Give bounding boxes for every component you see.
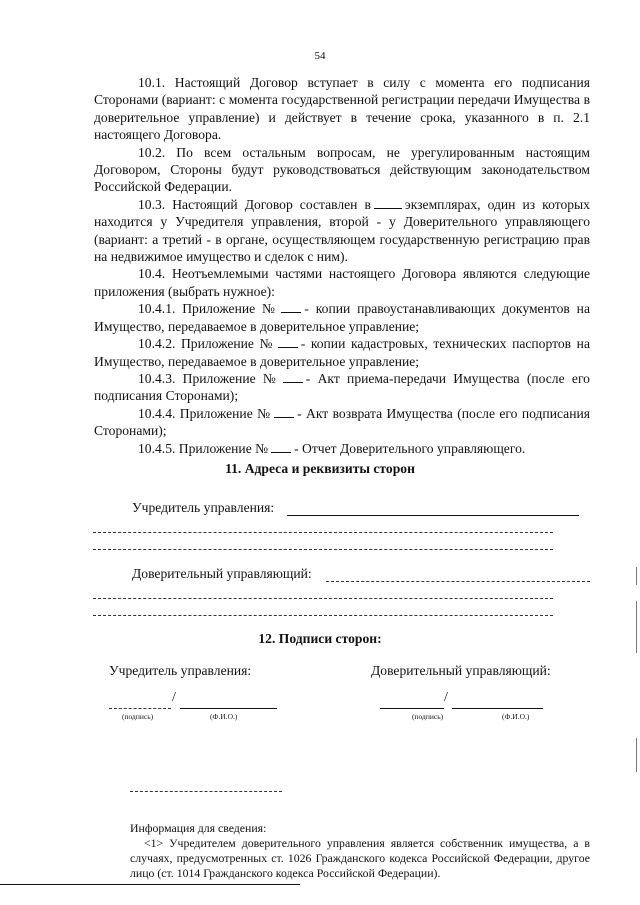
founder-slash: / (172, 690, 176, 705)
clause-10-3-rest: экземплярах, один из которых находится у Учредителя управления, второй - у Доверительного управляющего (вариант: а третий - в органе, осуществляющем государственную регистрацию прав на недвижимое имущество и сделок с ним). (94, 196, 590, 265)
clause-10-4-1-rest: - копии правоустанавливающих документов на Имущество, передаваемое в доверительное управление; (94, 301, 590, 334)
founder-signature-line[interactable] (109, 708, 171, 709)
appendix-number-blank[interactable] (283, 370, 303, 383)
clause-10-1: 10.1. Настоящий Договор вступает в силу с момента его подписания Сторонами (вариант: с момента государственной регистрации передачи Имущества в доверительное управление) и действует в течение срока, указанного в п. 2.1 настоящего Договора. (94, 75, 590, 143)
scan-edge-mark (636, 567, 637, 585)
founder-name-caption: (Ф.И.О.) (210, 712, 238, 721)
founder-requisites-label: Учредитель управления: (132, 500, 275, 515)
founder-name-line[interactable] (180, 708, 277, 709)
clause-10-4-1 (94, 300, 590, 335)
clause-10-4-4 (94, 405, 590, 440)
trustee-signature-line[interactable] (380, 708, 444, 709)
scan-edge-mark (636, 738, 637, 772)
trustee-name-caption: (Ф.И.О.) (502, 712, 530, 721)
trustee-requisites-line-3[interactable] (93, 615, 553, 616)
clause-10-4-3 (94, 370, 590, 405)
trustee-slash: / (444, 690, 448, 705)
clause-10-4-2 (94, 335, 590, 370)
section-11-heading: 11. Адреса и реквизиты сторон (225, 461, 415, 476)
clause-10-4-4-rest: - Акт возврата Имущества (после его подписания Сторонами); (94, 405, 590, 439)
footnote (130, 821, 590, 881)
clause-10-4-2-start: 10.4.2. Приложение № (138, 336, 275, 352)
founder-requisites-line-1[interactable] (287, 515, 579, 516)
appendix-number-blank[interactable] (278, 335, 298, 348)
copies-count-blank[interactable] (374, 196, 402, 209)
clause-10-3-start: 10.3. Настоящий Договор составлен в (138, 196, 371, 212)
clause-10-4-3-start: 10.4.3. Приложение № (138, 370, 280, 386)
founder-requisites-line-3[interactable] (93, 549, 553, 550)
appendix-number-blank[interactable] (274, 405, 294, 418)
trustee-requisites-line-1[interactable] (326, 581, 590, 582)
trustee-requisites-line-2[interactable] (93, 598, 553, 599)
clause-10-4-3-rest: - Акт приема-передачи Имущества (после его подписания Сторонами); (94, 370, 590, 404)
footnote-text: <1> Учредителем доверительного управления является собственник имущества, а в случаях, предусмотренных ст. 1026 Гражданского кодекса Российской Федерации, другое лицо (ст. 1014 Гражданского кодекса Российской Федерации). (130, 836, 590, 880)
founder-signature-label: Учредитель управления: (109, 663, 252, 678)
clause-10-3 (94, 196, 590, 266)
contract-body (94, 74, 590, 457)
trustee-signature-label: Доверительный управляющий: (371, 663, 551, 678)
founder-signature-caption: (подпись) (122, 712, 154, 721)
trustee-name-line[interactable] (452, 708, 543, 709)
founder-requisites-line-2[interactable] (93, 532, 553, 533)
bottom-scan-line (0, 884, 300, 885)
clause-10-4-5-rest: - Отчет Доверительного управляющего. (294, 440, 526, 456)
clause-10-4-2-rest: - копии кадастровых, технических паспортов на Имущество, передаваемое в доверительное управление; (94, 336, 590, 369)
clause-10-4-5-start: 10.4.5. Приложение № (138, 440, 269, 456)
footnote-title: Информация для сведения: (130, 821, 267, 835)
page-number: 54 (314, 50, 326, 62)
clause-10-4: 10.4. Неотъемлемыми частями настоящего Договора являются следующие приложения (выбрать нужное): (94, 266, 590, 299)
clause-10-4-1-start: 10.4.1. Приложение № (138, 301, 279, 317)
trustee-requisites-label: Доверительный управляющий: (132, 566, 312, 581)
clause-10-4-5 (94, 440, 590, 457)
footnote-separator (130, 791, 282, 792)
section-12-heading: 12. Подписи сторон: (258, 631, 382, 646)
clause-10-2: 10.2. По всем остальным вопросам, не урегулированным настоящим Договором, Стороны будут руководствоваться действующим законодательством Российской Федерации. (94, 144, 590, 195)
appendix-number-blank[interactable] (281, 300, 301, 313)
scan-edge-mark (636, 601, 637, 653)
clause-10-4-4-start: 10.4.4. Приложение № (138, 405, 272, 421)
trustee-signature-caption: (подпись) (412, 712, 444, 721)
appendix-number-blank[interactable] (271, 440, 291, 453)
